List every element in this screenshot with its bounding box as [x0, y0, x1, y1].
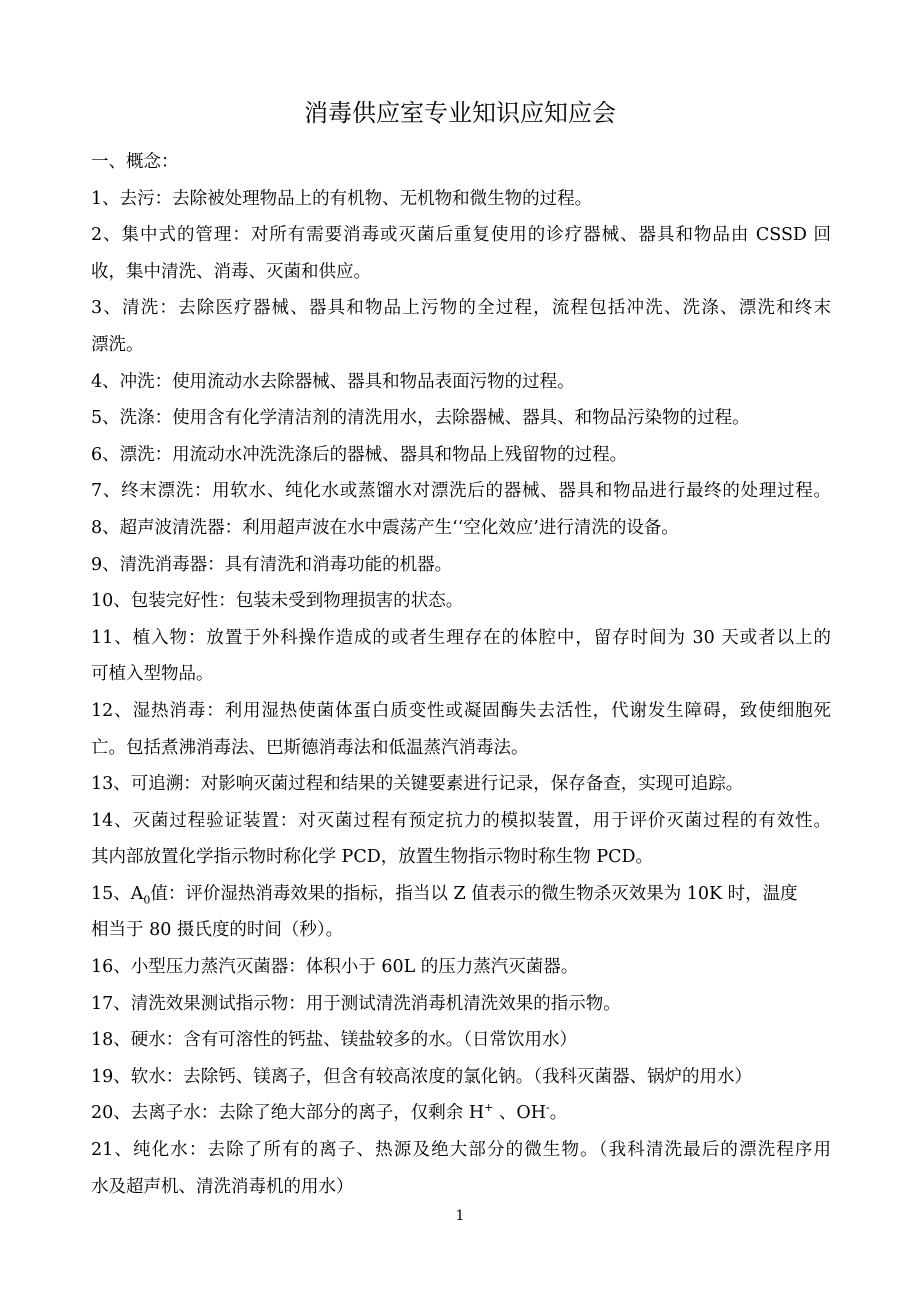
text-line: 7、终末漂洗：用软水、纯化水或蒸馏水对漂洗后的器械、器具和物品进行最终的处理过程。: [91, 481, 831, 502]
text-line: 12、湿热消毒：利用湿热使菌体蛋白质变性或凝固酶失去活性，代谢发生障碍，致使细胞死: [91, 700, 831, 721]
text-line: 其内部放置化学指示物时称化学 PCD，放置生物指示物时称生物 PCD。: [91, 847, 654, 868]
text-line: 14、灭菌过程验证装置：对灭菌过程有预定抗力的模拟装置，用于评价灭菌过程的有效性。: [91, 810, 831, 831]
text-line: 2、集中式的管理：对所有需要消毒或灭菌后重复使用的诊疗器械、器具和物品由 CSSD 回: [91, 225, 831, 246]
text-line-20: [91, 1095, 831, 1132]
text-line-15: [91, 876, 831, 913]
text-line: 11、植入物：放置于外科操作造成的或者生理存在的体腔中，留存时间为 30 天或者以上的: [91, 627, 831, 648]
text-line: 5、洗涤：使用含有化学清洁剂的清洗用水，去除器械、器具、和物品污染物的过程。: [91, 408, 750, 429]
page-number: 1: [455, 1208, 465, 1224]
text-line: 水及超声机、清洗消毒机的用水）: [91, 1176, 354, 1197]
text-block-c: [91, 1132, 831, 1205]
text-line: 收，集中清洗、消毒、灭菌和供应。: [91, 261, 371, 282]
text-line: 8、超声波清洗器：利用超声波在水中震荡产生‘‘空化效应’进行清洗的设备。: [91, 517, 679, 538]
line-20-prefix: 20、去离子水：去除了绝大部分的离子，仅剩余 H: [91, 1103, 485, 1124]
text-line: 亡。包括煮沸消毒法、巴斯德消毒法和低温蒸汽消毒法。: [91, 737, 529, 758]
line-20-middle: 、OH: [493, 1103, 546, 1124]
text-line: 13、可追溯：对影响灭菌过程和结果的关键要素进行记录，保存备查，实现可追踪。: [91, 774, 744, 795]
document-body: [91, 144, 831, 1205]
line-15-prefix: 15、A: [91, 883, 144, 904]
text-line: 17、清洗效果测试指示物：用于测试清洗消毒机清洗效果的指示物。: [91, 993, 621, 1014]
text-line: 一、概念：: [91, 152, 179, 172]
text-block-b: [91, 912, 831, 1095]
line-20-sup-minus: -: [545, 1101, 550, 1115]
text-line: 6、漂洗：用流动水冲洗洗涤后的器械、器具和物品上残留物的过程。: [91, 444, 628, 465]
page-title: 消毒供应室专业知识应知应会: [304, 99, 616, 127]
text-line: 21、纯化水：去除了所有的离子、热源及绝大部分的微生物。（我科清洗最后的漂洗程序用: [91, 1140, 831, 1161]
text-line: 19、软水：去除钙、镁离子，但含有较高浓度的氯化钠。（我科灭菌器、锅炉的用水）: [91, 1066, 753, 1087]
text-line: 4、冲洗：使用流动水去除器械、器具和物品表面污物的过程。: [91, 371, 575, 392]
text-line: 相当于 80 摄氏度的时间（秒）。: [91, 920, 344, 941]
text-line: 漂洗。: [91, 334, 144, 355]
text-line: 可植入型物品。: [91, 664, 214, 685]
text-line: 16、小型压力蒸汽灭菌器：体积小于 60L 的压力蒸汽灭菌器。: [91, 957, 579, 978]
text-line: 10、包装完好性：包装未受到物理损害的状态。: [91, 591, 464, 612]
line-15-subscript: 0: [143, 893, 151, 907]
text-line: 3、清洗：去除医疗器械、器具和物品上污物的全过程，流程包括冲洗、洗涤、漂洗和终末: [91, 298, 831, 319]
text-line: 9、清洗消毒器：具有清洗和消毒功能的机器。: [91, 554, 453, 575]
line-15-rest: 值：评价湿热消毒效果的指标，指当以 Z 值表示的微生物杀灭效果为 10K 时，温度: [150, 883, 798, 904]
line-20-sup-plus: +: [484, 1101, 494, 1115]
text-block-a: [91, 144, 831, 876]
line-20-suffix: 。: [549, 1103, 568, 1124]
text-line: 18、硬水：含有可溶性的钙盐、镁盐较多的水。（日常饮用水）: [91, 1030, 578, 1051]
text-line: 1、去污：去除被处理物品上的有机物、无机物和微生物的过程。: [91, 188, 593, 209]
